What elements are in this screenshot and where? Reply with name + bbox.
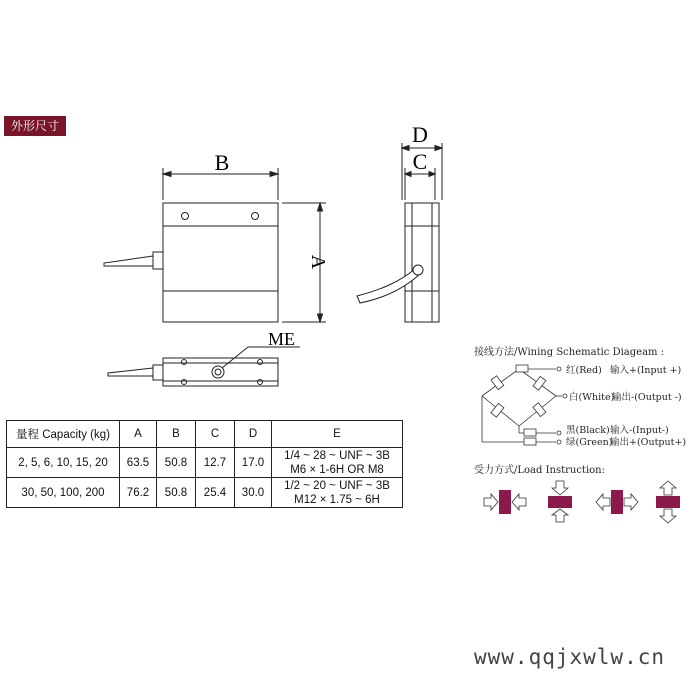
column-header-c: C: [196, 421, 235, 448]
cell-e: [272, 448, 403, 478]
side-cable-icon: [357, 268, 421, 303]
wire-white-signal: 输出-(Output -): [612, 392, 682, 403]
mount-hole-icon: [182, 213, 189, 220]
spec-table: [6, 420, 403, 508]
side-view-body: [405, 203, 439, 322]
wire-green-signal: 输出+(Output+): [610, 437, 687, 448]
wiring-schematic: [482, 365, 567, 445]
wire-black-color: 黑(Black): [566, 425, 610, 436]
wire-red-signal: 输入+(Input +): [610, 365, 682, 376]
dimension-me-label: ME: [268, 329, 295, 349]
cell-c: 25.4: [196, 478, 235, 508]
column-header-e: E: [272, 421, 403, 448]
table-row: [7, 448, 403, 478]
cell-e-line2: M12 × 1.75 ~ 6H: [294, 493, 380, 506]
cell-b: 50.8: [157, 448, 196, 478]
side-view: [357, 143, 442, 322]
column-header-capacity: 量程 Capacity (kg): [7, 421, 120, 448]
cell-capacity: 30, 50, 100, 200: [7, 478, 120, 508]
resistor-icon: [491, 376, 504, 390]
load-side-pull-icon: [596, 490, 638, 514]
resistor-icon: [524, 429, 536, 436]
cell-e-line1: 1/2 ~ 20 ~ UNF ~ 3B: [284, 479, 390, 492]
resistor-icon: [533, 403, 546, 417]
front-view: [104, 168, 326, 322]
resistor-icon: [491, 403, 504, 417]
column-header-d: D: [235, 421, 272, 448]
table-row: [7, 478, 403, 508]
section-title: 外形尺寸: [4, 116, 66, 136]
wire-red-color: 红(Red): [566, 365, 602, 376]
wire-white-color: 白(White): [569, 392, 615, 403]
top-view: [108, 347, 300, 386]
resistor-icon: [533, 376, 546, 390]
cable-icon: [104, 256, 153, 266]
cell-a: 76.2: [120, 478, 157, 508]
cell-c: 12.7: [196, 448, 235, 478]
cell-d: 17.0: [235, 448, 272, 478]
wire-black-signal: 输入-(Input-): [610, 425, 669, 436]
load-side-push-icon: [484, 490, 526, 514]
cell-capacity: 2, 5, 6, 10, 15, 20: [7, 448, 120, 478]
cell-d: 30.0: [235, 478, 272, 508]
wiring-title: 接线方法/Wining Schematic Diageam :: [474, 347, 665, 358]
mount-hole-icon: [252, 213, 259, 220]
dimension-d-label: D: [412, 122, 428, 147]
load-instruction-title: 受力方式/Load Instruction:: [474, 465, 605, 476]
cell-e: [272, 478, 403, 508]
table-header-row: [7, 421, 403, 448]
dimension-c-label: C: [412, 149, 428, 174]
cell-b: 50.8: [157, 478, 196, 508]
load-instructions: [484, 481, 680, 523]
resistor-icon: [516, 365, 528, 372]
load-vertical-pull-icon: [656, 481, 680, 523]
resistor-icon: [524, 438, 536, 445]
front-view-body: [163, 203, 278, 322]
column-header-a: A: [120, 421, 157, 448]
top-cable-icon: [108, 368, 153, 376]
cell-e-line2: M6 × 1-6H OR M8: [290, 463, 384, 476]
dimension-b-label: B: [214, 150, 230, 175]
dimension-a-label: A: [307, 254, 329, 270]
cell-e-line1: 1/4 ~ 28 ~ UNF ~ 3B: [284, 449, 390, 462]
watermark: www.qqjxwlw.cn: [474, 645, 666, 669]
load-vertical-push-icon: [548, 481, 572, 522]
column-header-b: B: [157, 421, 196, 448]
wire-green-color: 绿(Green): [566, 437, 613, 448]
cell-a: 63.5: [120, 448, 157, 478]
